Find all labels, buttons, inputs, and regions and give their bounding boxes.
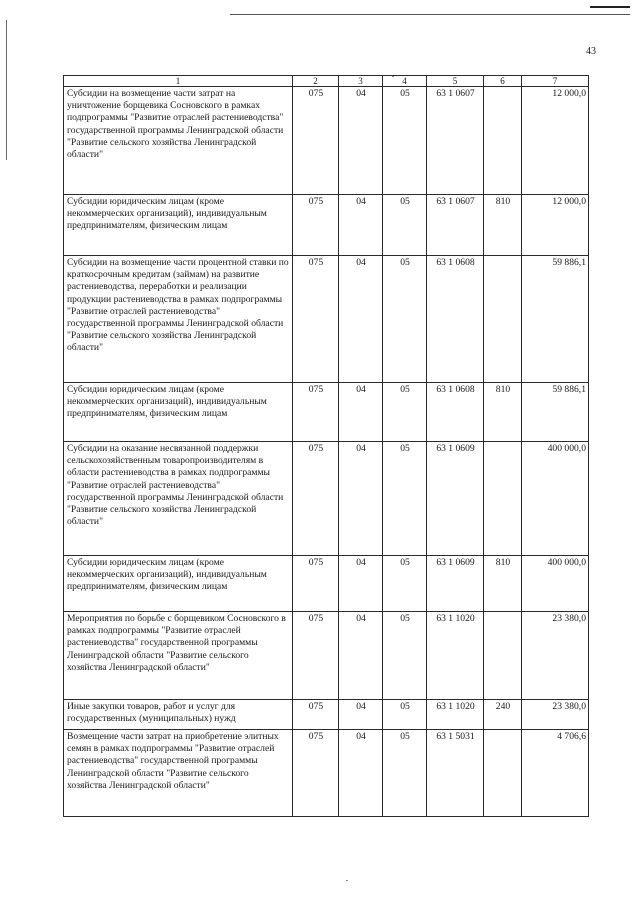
table-row: [64, 87, 589, 195]
row-name: Субсидии юридическим лицам (кроме некоммерческих организаций), индивидуальным предпринимателям, физическим лицам: [64, 195, 293, 256]
row-amount: 400 000,0: [522, 556, 589, 612]
row-subsection-code: 05: [383, 256, 427, 383]
row-target-code: 63 1 5031: [427, 730, 484, 817]
row-target-code: 63 1 0609: [427, 442, 484, 556]
row-name: Возмещение части затрат на приобретение элитных семян в рамках подпрограммы "Развитие отраслей растениеводства" государственной программы Ленинградской области "Развитие сельского хозяйства Ленинградской области": [64, 730, 293, 817]
row-ministry-code: 075: [293, 195, 339, 256]
row-subsection-code: 05: [383, 195, 427, 256]
row-target-code: 63 1 0607: [427, 87, 484, 195]
row-section-code: 04: [339, 730, 383, 817]
row-subsection-code: 05: [383, 383, 427, 442]
row-subsection-code: 05: [383, 442, 427, 556]
row-target-code: 63 1 1020: [427, 612, 484, 700]
column-header: 7: [522, 76, 589, 87]
row-subsection-code: 05: [383, 730, 427, 817]
column-header: 5: [427, 76, 484, 87]
row-section-code: 04: [339, 195, 383, 256]
row-section-code: 04: [339, 700, 383, 730]
row-expense-type: 810: [484, 383, 522, 442]
row-amount: 59 886,1: [522, 383, 589, 442]
row-ministry-code: 075: [293, 612, 339, 700]
row-name: Субсидии на возмещение части затрат на уничтожение борщевика Сосновского в рамках подпрограммы "Развитие отраслей растениеводства" государственной программы Ленинградской области "Развитие сельского хозяйства Ленинградской области": [64, 87, 293, 195]
column-header: 4: [383, 76, 427, 87]
row-name: Субсидии юридическим лицам (кроме некоммерческих организаций), индивидуальным предпринимателям, физическим лицам: [64, 556, 293, 612]
table-row: [64, 556, 589, 612]
row-expense-type: 240: [484, 700, 522, 730]
row-ministry-code: 075: [293, 256, 339, 383]
row-target-code: 63 1 0608: [427, 256, 484, 383]
row-subsection-code: 05: [383, 700, 427, 730]
row-subsection-code: 05: [383, 612, 427, 700]
table-row: [64, 730, 589, 817]
row-expense-type: [484, 442, 522, 556]
header-row: [64, 76, 589, 87]
scan-edge-top-dark: [590, 6, 630, 8]
row-expense-type: [484, 87, 522, 195]
row-ministry-code: 075: [293, 556, 339, 612]
budget-table: [63, 75, 589, 817]
row-section-code: 04: [339, 87, 383, 195]
column-header: 6: [484, 76, 522, 87]
row-amount: 4 706,6: [522, 730, 589, 817]
row-name: Субсидии на оказание несвязанной поддержки сельскохозяйственным товаропроизводителям в области растениеводства в рамках подпрограммы "Развитие отраслей растениеводства" государственной программы Ленинградской области "Развитие сельского хозяйства Ленинградской области": [64, 442, 293, 556]
row-expense-type: [484, 612, 522, 700]
row-subsection-code: 05: [383, 87, 427, 195]
scan-edge-top: [230, 14, 630, 15]
row-amount: 400 000,0: [522, 442, 589, 556]
column-header: 1: [64, 76, 293, 87]
row-target-code: 63 1 0609: [427, 556, 484, 612]
row-section-code: 04: [339, 383, 383, 442]
row-subsection-code: 05: [383, 556, 427, 612]
row-expense-type: [484, 730, 522, 817]
scan-speck: [346, 880, 348, 881]
row-ministry-code: 075: [293, 87, 339, 195]
row-amount: 59 886,1: [522, 256, 589, 383]
row-target-code: 63 1 0607: [427, 195, 484, 256]
row-section-code: 04: [339, 556, 383, 612]
table-row: [64, 442, 589, 556]
scan-edge-left: [6, 20, 7, 160]
row-target-code: 63 1 0608: [427, 383, 484, 442]
row-amount: 23 380,0: [522, 700, 589, 730]
row-expense-type: [484, 256, 522, 383]
table-row: [64, 700, 589, 730]
table-row: [64, 612, 589, 700]
row-name: Субсидии юридическим лицам (кроме некоммерческих организаций), индивидуальным предпринимателям, физическим лицам: [64, 383, 293, 442]
page-number: 43: [586, 46, 596, 57]
row-ministry-code: 075: [293, 700, 339, 730]
row-amount: 23 380,0: [522, 612, 589, 700]
row-ministry-code: 075: [293, 442, 339, 556]
row-expense-type: 810: [484, 195, 522, 256]
row-section-code: 04: [339, 612, 383, 700]
row-target-code: 63 1 1020: [427, 700, 484, 730]
row-ministry-code: 075: [293, 730, 339, 817]
row-name: Иные закупки товаров, работ и услуг для государственных (муниципальных) нужд: [64, 700, 293, 730]
row-expense-type: 810: [484, 556, 522, 612]
row-ministry-code: 075: [293, 383, 339, 442]
table-row: [64, 256, 589, 383]
table-row: [64, 383, 589, 442]
row-section-code: 04: [339, 442, 383, 556]
column-header: 2: [293, 76, 339, 87]
row-amount: 12 000,0: [522, 195, 589, 256]
row-name: Субсидии на возмещение части процентной ставки по краткосрочным кредитам (займам) на развитие растениеводства, переработки и реализации продукции растениеводства в рамках подпрограммы "Развитие отраслей растениеводства" государственной программы Ленинградской области "Развитие сельского хозяйства Ленинградской области": [64, 256, 293, 383]
column-header: 3: [339, 76, 383, 87]
row-section-code: 04: [339, 256, 383, 383]
row-name: Мероприятия по борьбе с борщевиком Сосновского в рамках подпрограммы "Развитие отраслей растениеводства" государственной программы Ленинградской области "Развитие сельского хозяйства Ленинградской области": [64, 612, 293, 700]
row-amount: 12 000,0: [522, 87, 589, 195]
table-row: [64, 195, 589, 256]
